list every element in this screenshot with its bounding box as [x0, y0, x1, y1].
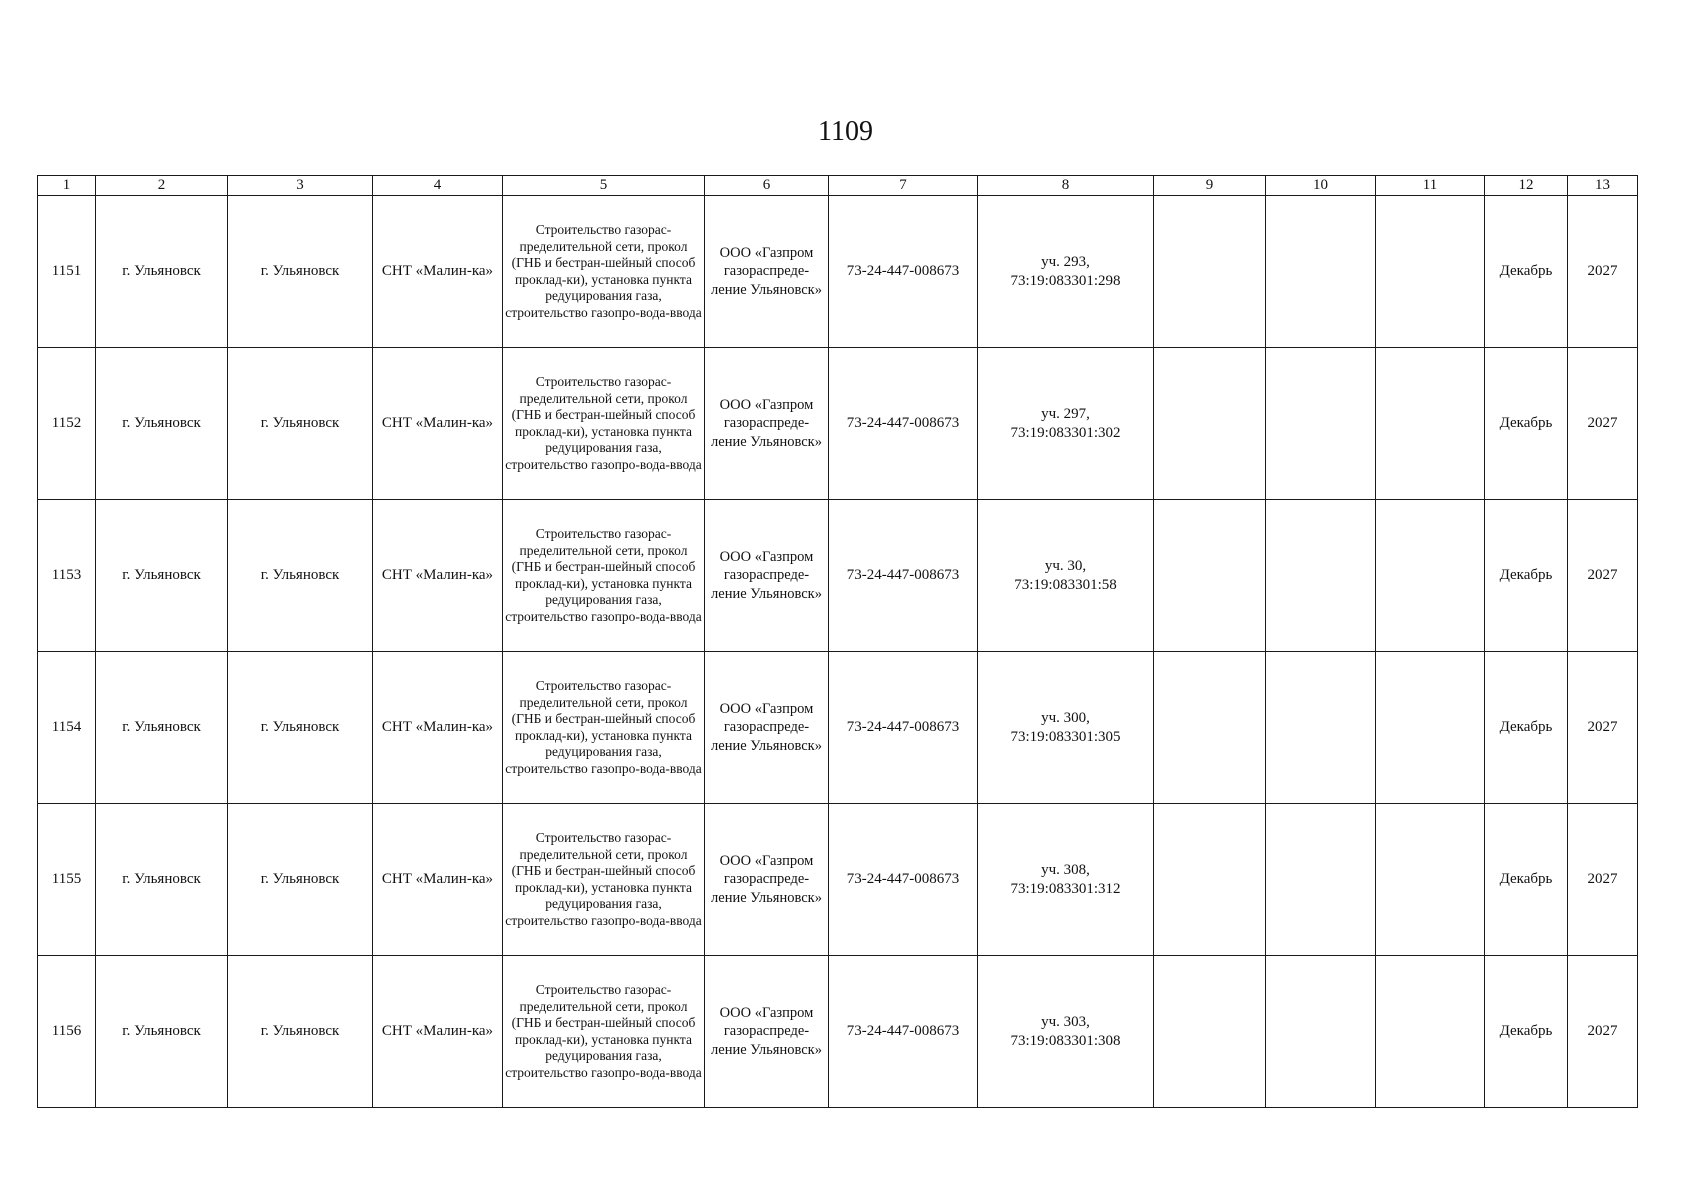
empty-cell	[1376, 500, 1485, 652]
organization-cell: ООО «Газпром газораспреде-ление Ульяновск»	[705, 956, 829, 1108]
district-cell: г. Ульяновск	[96, 804, 228, 956]
parcel-cell	[978, 348, 1154, 500]
parcel-cell	[978, 956, 1154, 1108]
empty-cell	[1376, 956, 1485, 1108]
work-description-cell: Строительство газорас-пределительной сети, прокол (ГНБ и бестран-шейный способ проклад-ки), установка пункта редуцирования газа, строительство газопро-вода-ввода	[503, 196, 705, 348]
table-row	[38, 652, 1638, 804]
organization-cell: ООО «Газпром газораспреде-ление Ульяновск»	[705, 652, 829, 804]
parcel-cell	[978, 804, 1154, 956]
settlement-cell: г. Ульяновск	[228, 196, 373, 348]
empty-cell	[1266, 956, 1376, 1108]
column-header: 12	[1485, 176, 1568, 196]
code-cell: 73-24-447-008673	[829, 652, 978, 804]
header-row	[38, 176, 1638, 196]
organization-cell: ООО «Газпром газораспреде-ление Ульяновск»	[705, 804, 829, 956]
settlement-cell: г. Ульяновск	[228, 500, 373, 652]
empty-cell	[1154, 348, 1266, 500]
district-cell: г. Ульяновск	[96, 348, 228, 500]
work-description-cell: Строительство газорас-пределительной сети, прокол (ГНБ и бестран-шейный способ проклад-ки), установка пункта редуцирования газа, строительство газопро-вода-ввода	[503, 652, 705, 804]
row-number: 1152	[38, 348, 96, 500]
column-header: 5	[503, 176, 705, 196]
empty-cell	[1266, 500, 1376, 652]
district-cell: г. Ульяновск	[96, 652, 228, 804]
year-cell: 2027	[1568, 348, 1638, 500]
parcel-line: уч. 308,	[1041, 861, 1090, 878]
parcel-cell	[978, 652, 1154, 804]
table-row	[38, 196, 1638, 348]
month-cell: Декабрь	[1485, 804, 1568, 956]
locality-cell: СНТ «Малин-ка»	[373, 956, 503, 1108]
empty-cell	[1154, 500, 1266, 652]
work-description-cell: Строительство газорас-пределительной сети, прокол (ГНБ и бестран-шейный способ проклад-ки), установка пункта редуцирования газа, строительство газопро-вода-ввода	[503, 500, 705, 652]
empty-cell	[1154, 804, 1266, 956]
parcel-line: 73:19:083301:58	[1014, 576, 1117, 593]
empty-cell	[1154, 196, 1266, 348]
column-header: 2	[96, 176, 228, 196]
code-cell: 73-24-447-008673	[829, 956, 978, 1108]
parcel-cell	[978, 500, 1154, 652]
table-row	[38, 804, 1638, 956]
settlement-cell: г. Ульяновск	[228, 348, 373, 500]
empty-cell	[1266, 652, 1376, 804]
column-header: 11	[1376, 176, 1485, 196]
district-cell: г. Ульяновск	[96, 196, 228, 348]
empty-cell	[1376, 652, 1485, 804]
empty-cell	[1376, 804, 1485, 956]
table-row	[38, 956, 1638, 1108]
parcel-line: 73:19:083301:305	[1010, 728, 1121, 745]
month-cell: Декабрь	[1485, 500, 1568, 652]
empty-cell	[1376, 196, 1485, 348]
empty-cell	[1376, 348, 1485, 500]
locality-cell: СНТ «Малин-ка»	[373, 500, 503, 652]
page-number: 1109	[818, 116, 873, 147]
month-cell: Декабрь	[1485, 956, 1568, 1108]
district-cell: г. Ульяновск	[96, 956, 228, 1108]
column-header: 10	[1266, 176, 1376, 196]
settlement-cell: г. Ульяновск	[228, 956, 373, 1108]
parcel-line: 73:19:083301:308	[1010, 1032, 1121, 1049]
parcel-line: уч. 30,	[1044, 557, 1087, 574]
register-table	[37, 175, 1638, 1108]
work-description-cell: Строительство газорас-пределительной сети, прокол (ГНБ и бестран-шейный способ проклад-ки), установка пункта редуцирования газа, строительство газопро-вода-ввода	[503, 348, 705, 500]
empty-cell	[1154, 652, 1266, 804]
district-cell: г. Ульяновск	[96, 500, 228, 652]
table-body	[38, 196, 1638, 1108]
settlement-cell: г. Ульяновск	[228, 652, 373, 804]
column-header: 7	[829, 176, 978, 196]
table-row	[38, 348, 1638, 500]
settlement-cell: г. Ульяновск	[228, 804, 373, 956]
empty-cell	[1266, 196, 1376, 348]
locality-cell: СНТ «Малин-ка»	[373, 196, 503, 348]
year-cell: 2027	[1568, 956, 1638, 1108]
locality-cell: СНТ «Малин-ка»	[373, 652, 503, 804]
row-number: 1154	[38, 652, 96, 804]
code-cell: 73-24-447-008673	[829, 500, 978, 652]
empty-cell	[1266, 348, 1376, 500]
organization-cell: ООО «Газпром газораспреде-ление Ульяновск»	[705, 196, 829, 348]
parcel-line: уч. 300,	[1041, 709, 1090, 726]
parcel-cell	[978, 196, 1154, 348]
locality-cell: СНТ «Малин-ка»	[373, 348, 503, 500]
organization-cell: ООО «Газпром газораспреде-ление Ульяновск»	[705, 500, 829, 652]
parcel-line: 73:19:083301:298	[1010, 272, 1121, 289]
empty-cell	[1154, 956, 1266, 1108]
year-cell: 2027	[1568, 652, 1638, 804]
table-row	[38, 500, 1638, 652]
column-header: 1	[38, 176, 96, 196]
column-header: 4	[373, 176, 503, 196]
column-header: 6	[705, 176, 829, 196]
code-cell: 73-24-447-008673	[829, 804, 978, 956]
year-cell: 2027	[1568, 500, 1638, 652]
column-header: 9	[1154, 176, 1266, 196]
column-header: 3	[228, 176, 373, 196]
parcel-line: 73:19:083301:312	[1010, 880, 1121, 897]
empty-cell	[1266, 804, 1376, 956]
code-cell: 73-24-447-008673	[829, 348, 978, 500]
row-number: 1155	[38, 804, 96, 956]
work-description-cell: Строительство газорас-пределительной сети, прокол (ГНБ и бестран-шейный способ проклад-ки), установка пункта редуцирования газа, строительство газопро-вода-ввода	[503, 956, 705, 1108]
parcel-line: уч. 293,	[1041, 253, 1090, 270]
month-cell: Декабрь	[1485, 652, 1568, 804]
parcel-line: 73:19:083301:302	[1010, 424, 1121, 441]
row-number: 1151	[38, 196, 96, 348]
month-cell: Декабрь	[1485, 196, 1568, 348]
row-number: 1153	[38, 500, 96, 652]
locality-cell: СНТ «Малин-ка»	[373, 804, 503, 956]
row-number: 1156	[38, 956, 96, 1108]
column-header: 8	[978, 176, 1154, 196]
code-cell: 73-24-447-008673	[829, 196, 978, 348]
month-cell: Декабрь	[1485, 348, 1568, 500]
parcel-line: уч. 303,	[1041, 1013, 1090, 1030]
work-description-cell: Строительство газорас-пределительной сети, прокол (ГНБ и бестран-шейный способ проклад-ки), установка пункта редуцирования газа, строительство газопро-вода-ввода	[503, 804, 705, 956]
organization-cell: ООО «Газпром газораспреде-ление Ульяновск»	[705, 348, 829, 500]
parcel-line: уч. 297,	[1041, 405, 1090, 422]
year-cell: 2027	[1568, 804, 1638, 956]
year-cell: 2027	[1568, 196, 1638, 348]
column-header: 13	[1568, 176, 1638, 196]
